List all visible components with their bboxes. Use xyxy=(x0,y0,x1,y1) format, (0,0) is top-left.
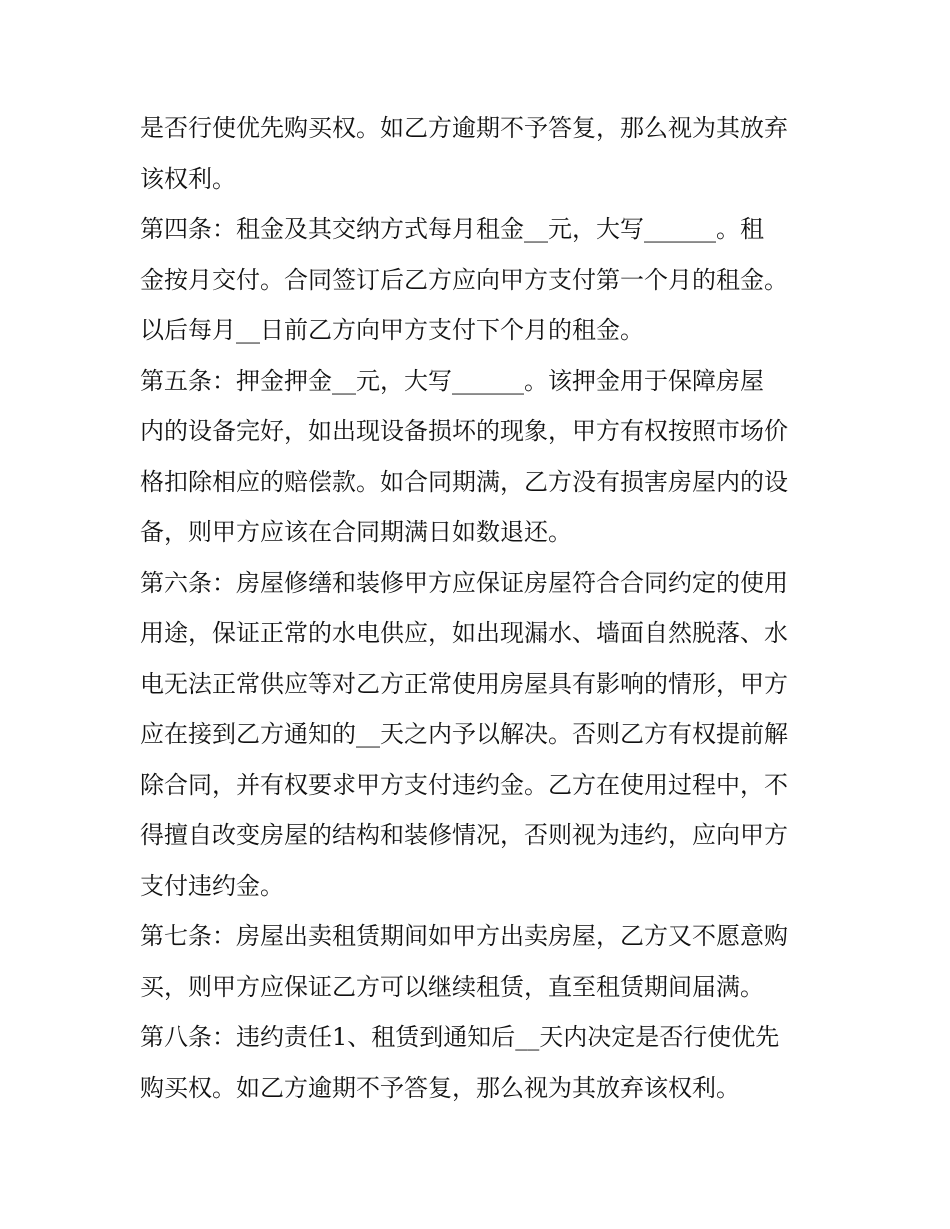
text-line: 第六条：房屋修缮和装修甲方应保证房屋符合合同约定的使用 xyxy=(140,568,788,597)
text-line: 购买权。如乙方逾期不予答复，那么视为其放弃该权利。 xyxy=(140,1073,740,1102)
text-line: 第八条：违约责任1、租赁到通知后__天内决定是否行使优先 xyxy=(140,1023,780,1051)
text-line: 金按月交付。合同签订后乙方应向甲方支付第一个月的租金。 xyxy=(140,265,788,294)
text-line: 除合同，并有权要求甲方支付违约金。乙方在使用过程中，不 xyxy=(140,770,788,799)
text-line: 得擅自改变房屋的结构和装修情况，否则视为违约，应向甲方 xyxy=(140,821,788,849)
text-line: 应在接到乙方通知的__天之内予以解决。否则乙方有权提前解 xyxy=(140,720,788,748)
text-line: 第七条：房屋出卖租赁期间如甲方出卖房屋，乙方又不愿意购 xyxy=(140,922,788,950)
text-line: 电无法正常供应等对乙方正常使用房屋具有影响的情形，甲方 xyxy=(140,669,788,698)
document-body xyxy=(140,103,820,1113)
text-line: 买，则甲方应保证乙方可以继续租赁，直至租赁期间届满。 xyxy=(140,972,764,1001)
text-line: 用途，保证正常的水电供应，如出现漏水、墙面自然脱落、水 xyxy=(140,619,788,647)
text-line: 是否行使优先购买权。如乙方逾期不予答复，那么视为其放弃 xyxy=(140,114,788,142)
text-line: 内的设备完好，如出现设备损坏的现象，甲方有权按照市场价 xyxy=(140,417,788,445)
text-line: 第四条：租金及其交纳方式每月租金__元，大写______。租 xyxy=(140,215,764,243)
text-line: 支付违约金。 xyxy=(140,871,284,900)
text-line: 备，则甲方应该在合同期满日如数退还。 xyxy=(140,518,572,546)
text-line: 该权利。 xyxy=(140,164,236,193)
text-line: 第五条：押金押金__元，大写______。该押金用于保障房屋 xyxy=(140,366,764,395)
text-line: 格扣除相应的赔偿款。如合同期满，乙方没有损害房屋内的设 xyxy=(140,467,788,496)
text-line: 以后每月__日前乙方向甲方支付下个月的租金。 xyxy=(140,316,644,344)
